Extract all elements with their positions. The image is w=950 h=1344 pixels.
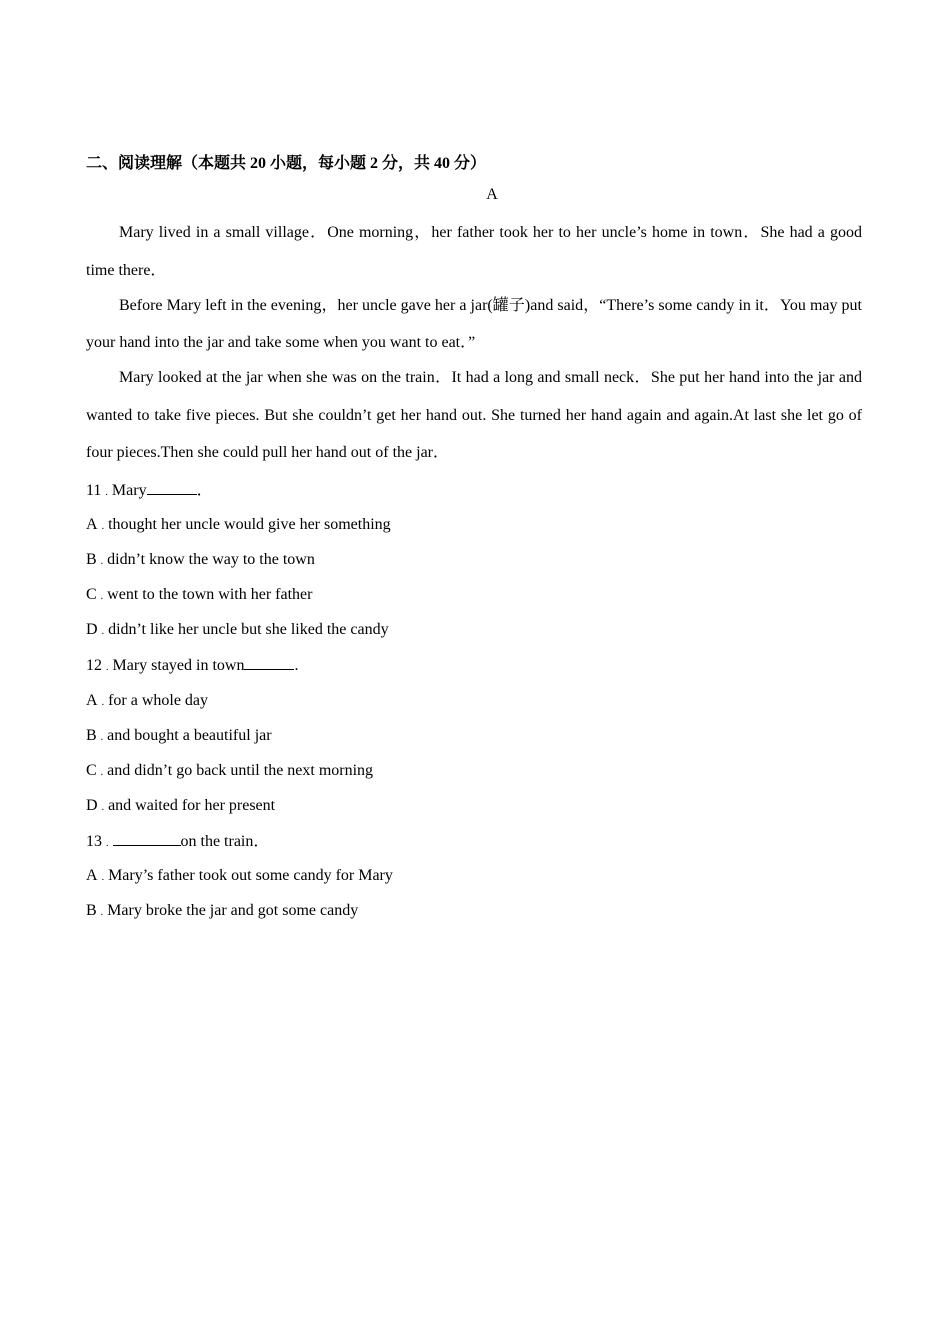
answer-option <box>86 583 862 618</box>
stem-text-after: on the train． <box>180 832 270 850</box>
question-number: 11 <box>86 482 102 499</box>
question-stem <box>86 478 862 513</box>
option-text: didn’t like her uncle but she liked the candy <box>108 621 389 639</box>
option-text: and bought a beautiful jar <box>107 726 272 744</box>
option-text: Mary broke the jar and got some candy <box>107 902 359 920</box>
answer-option <box>86 794 862 829</box>
answer-option <box>86 513 862 548</box>
number-separator: . <box>105 487 108 498</box>
option-letter: B <box>86 726 97 744</box>
letter-separator: . <box>101 521 105 533</box>
option-letter: C <box>86 586 97 604</box>
letter-separator: . <box>101 626 105 638</box>
answer-option <box>86 759 862 794</box>
option-text: went to the town with her father <box>107 586 313 604</box>
option-text: and waited for her present <box>108 796 276 814</box>
option-text: for a whole day <box>108 691 209 709</box>
option-letter: D <box>86 621 98 639</box>
question-list <box>86 478 862 934</box>
answer-option <box>86 618 862 653</box>
letter-separator: . <box>100 591 104 603</box>
question-number: 12 <box>86 657 102 675</box>
stem-text-after: . <box>294 657 299 675</box>
number-separator: . <box>106 837 109 849</box>
letter-separator: . <box>101 801 105 813</box>
reading-passage <box>86 214 862 469</box>
option-letter: A <box>86 516 98 534</box>
answer-blank <box>147 478 197 495</box>
question-number: 13 <box>86 832 102 850</box>
option-letter: D <box>86 796 98 814</box>
passage-paragraph: Mary looked at the jar when she was on the train．It had a long and small neck．She put her hand into the jar and wanted to take five pieces. But she couldn’t get her hand out. She turned her hand again and again.At last she let go of four pieces.Then she could pull her hand out of the jar． <box>86 369 862 461</box>
answer-blank <box>113 829 181 846</box>
option-letter: B <box>86 551 97 569</box>
option-text: Mary’s father took out some candy for Mary <box>108 867 393 885</box>
letter-separator: . <box>100 907 104 919</box>
option-letter: A <box>86 691 98 709</box>
passage-paragraph: Mary lived in a small village．One morning，her father took her to her uncle’s home in town．She had a good time there． <box>86 224 862 279</box>
answer-option <box>86 864 862 899</box>
number-separator: . <box>106 662 109 674</box>
letter-separator: . <box>100 766 104 778</box>
option-letter: C <box>86 761 97 779</box>
option-text: and didn’t go back until the next morning <box>107 761 374 779</box>
option-letter: B <box>86 902 97 920</box>
letter-separator: . <box>101 872 105 884</box>
passage-label: A <box>486 186 498 203</box>
option-letter: A <box>86 867 98 885</box>
answer-blank <box>244 653 294 670</box>
letter-separator: . <box>101 696 105 708</box>
answer-option <box>86 724 862 759</box>
option-text: thought her uncle would give her something <box>108 516 391 534</box>
question-stem <box>86 829 862 864</box>
passage-paragraph: Before Mary left in the evening，her uncle gave her a jar(罐子)and said，“There’s some candy in it．You may put your hand into the jar and take some when you want to eat．” <box>86 296 862 351</box>
letter-separator: . <box>100 556 104 568</box>
answer-option <box>86 899 862 934</box>
question-stem <box>86 653 862 688</box>
answer-option <box>86 689 862 724</box>
answer-option <box>86 548 862 583</box>
option-text: didn’t know the way to the town <box>107 551 315 569</box>
stem-text-before: Mary stayed in town <box>112 657 245 675</box>
section-heading: 二、阅读理解（本题共 20 小题，每小题 2 分，共 40 分） <box>86 155 487 172</box>
letter-separator: . <box>100 731 104 743</box>
stem-text-after: ． <box>196 482 213 499</box>
stem-text-before: Mary <box>111 482 147 499</box>
